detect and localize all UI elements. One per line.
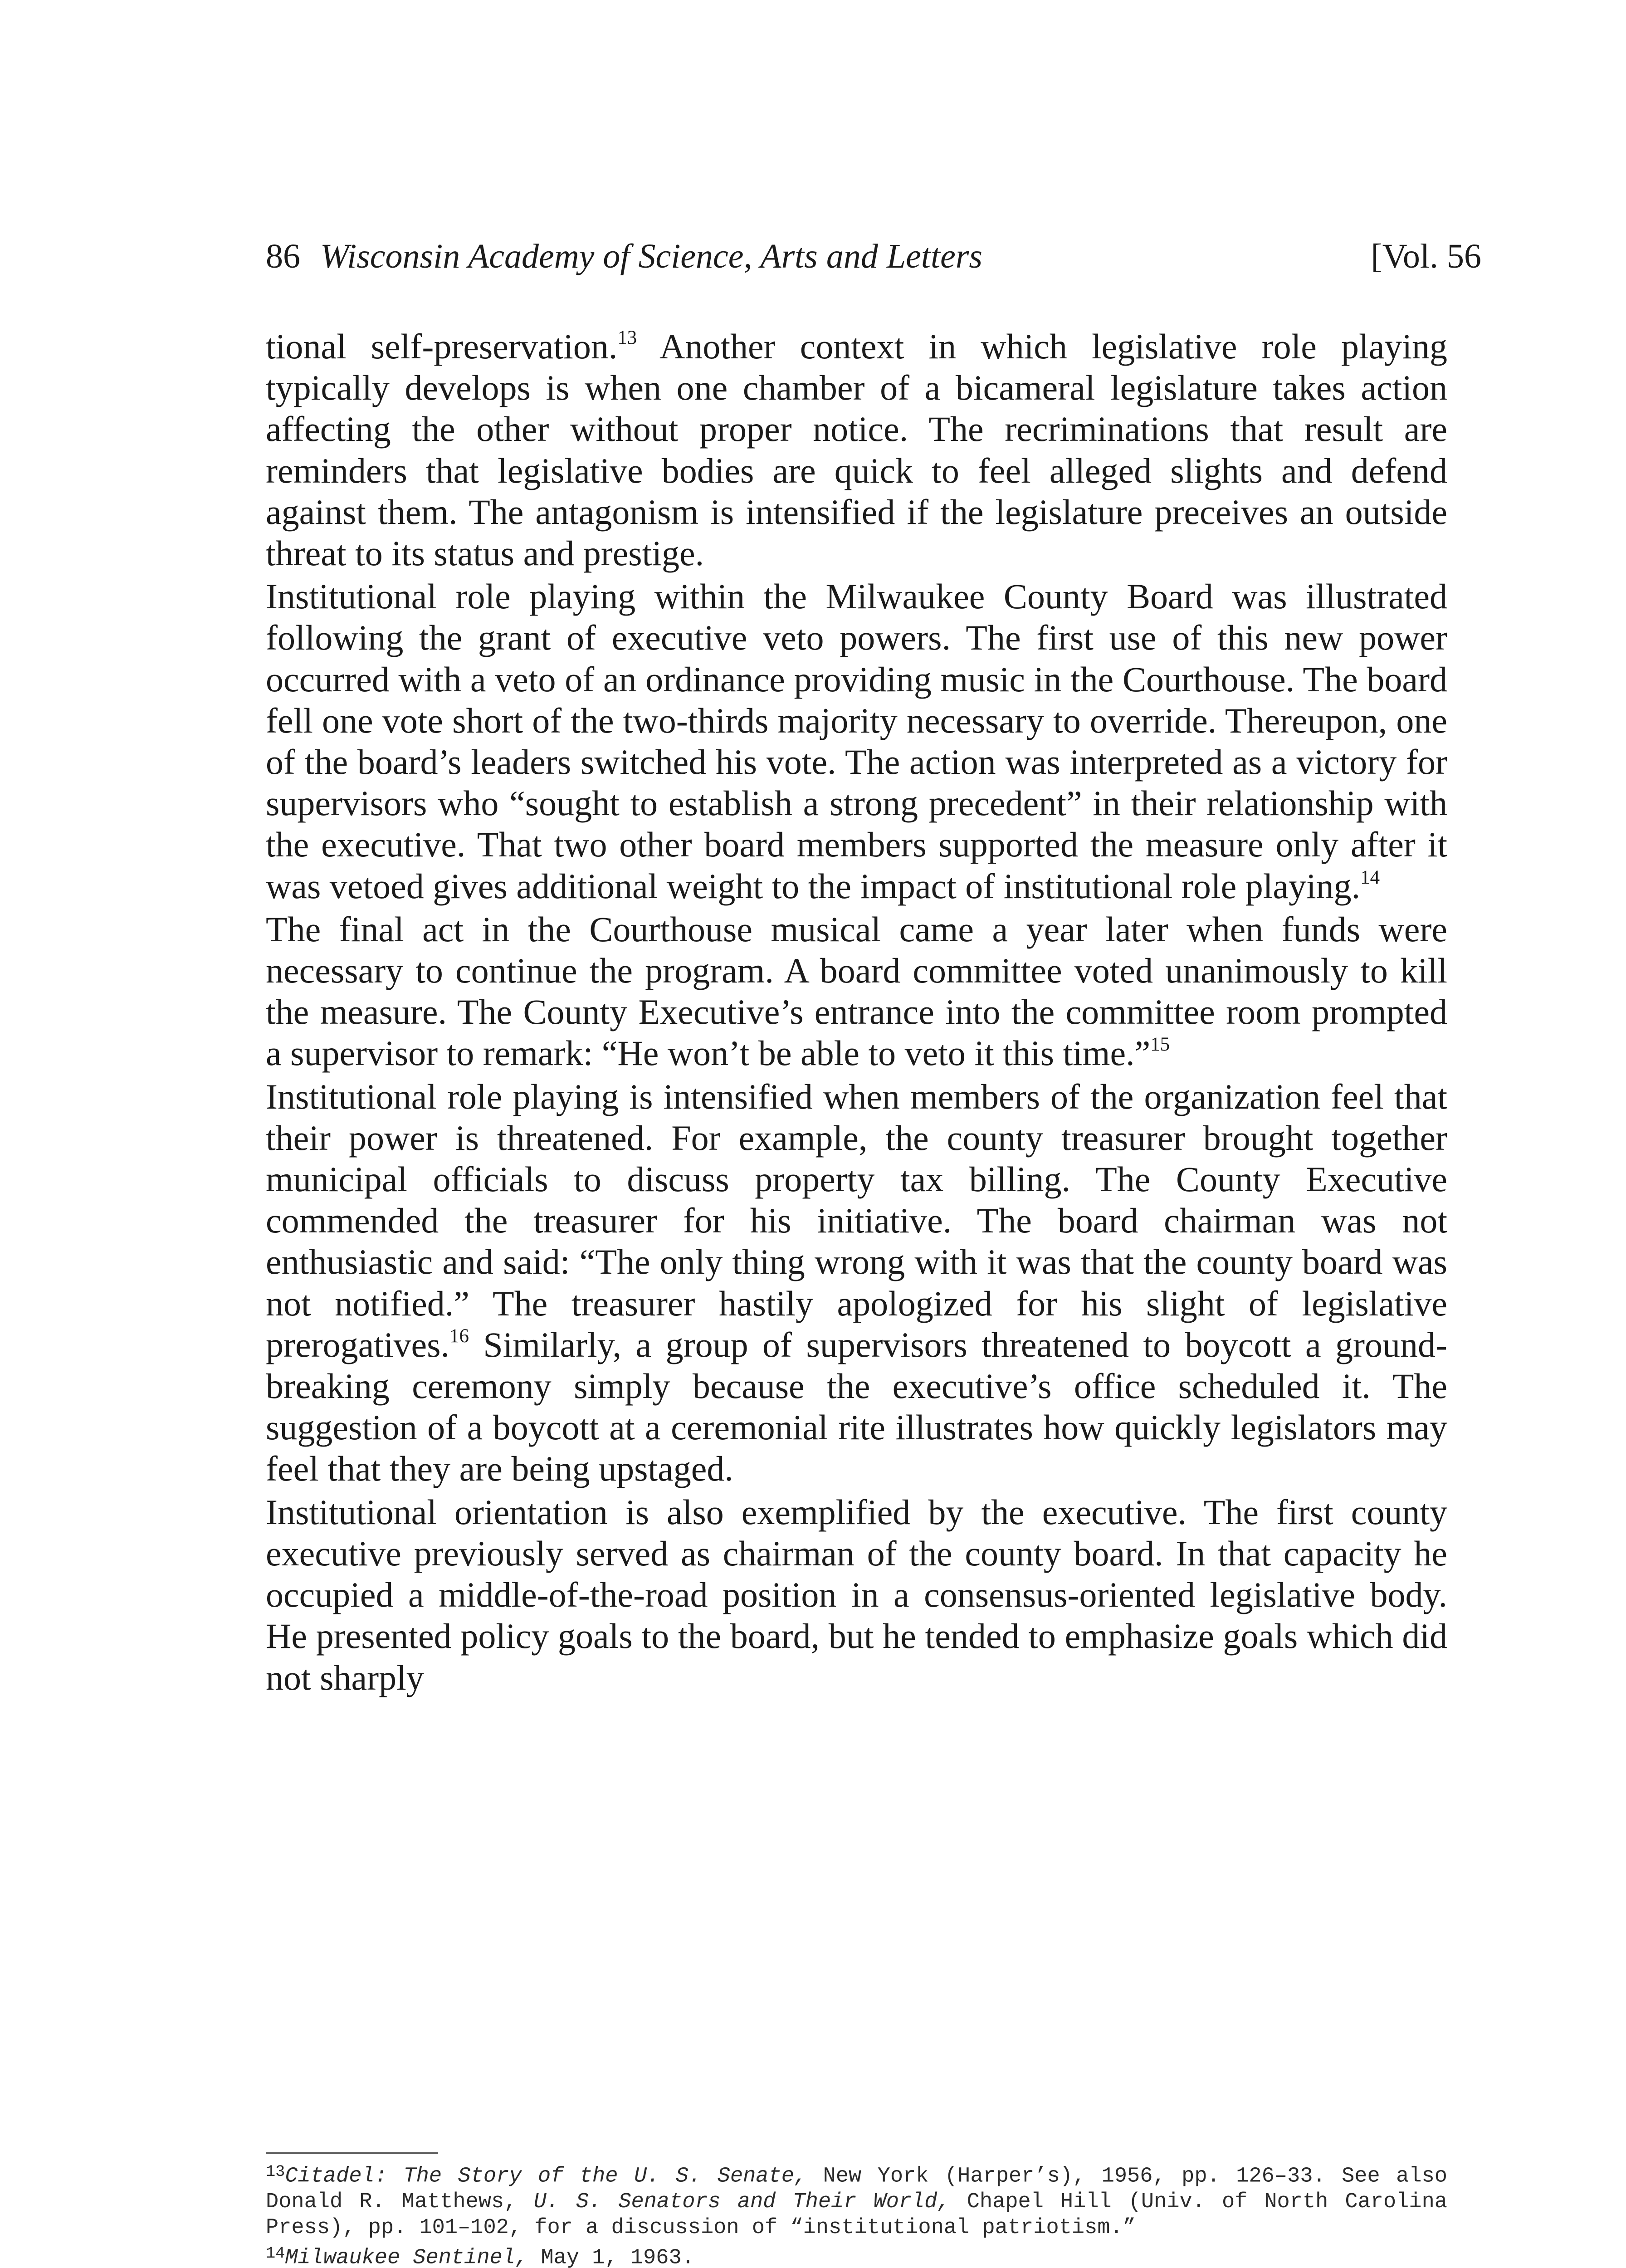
paragraph-text: Similarly, a group of supervisors threatened to boycott a ground-breaking ceremony simply because the executive’s office scheduled it. The suggestion of a boycott at a ceremonial rite illustrates how quickly legislators may feel that they are being upstaged. xyxy=(266,1325,1447,1489)
footnote-number: 13 xyxy=(266,2163,285,2181)
paragraph-text: Institutional role playing within the Milwaukee County Board was illustrated following the grant of executive veto powers. The first use of this new power occurred with a veto of an ordinance providing music in the Courthouse. The board fell one vote short of the two-thirds majority necessary to override. Thereupon, one of the board’s leaders switched his vote. The action was interpreted as a victory for supervisors who “sought to establish a strong precedent” in their relationship with the executive. That two other board members supported the measure only after it was vetoed gives additional weight to the impact of institutional role playing. xyxy=(266,577,1447,906)
footnotes xyxy=(266,2159,1447,2268)
paragraph-text: Another context in which legislative role playing typically develops is when one chamber of a bicameral legislature takes action affecting the other without proper notice. The recriminations that result are reminders that legislative bodies are quick to feel alleged slights and defend against them. The antagonism is intensified if the legislature preceives an outside threat to its status and prestige. xyxy=(266,327,1448,573)
footnote-title: Citadel: The Story of the U. S. Senate, xyxy=(285,2164,807,2189)
footnote-text: May 1, 1963. xyxy=(528,2246,694,2268)
paragraph xyxy=(266,909,1447,1074)
volume-label: [Vol. 56 xyxy=(1371,237,1481,275)
footnote-rule xyxy=(266,2152,438,2154)
footnote-ref: 15 xyxy=(1150,1034,1170,1056)
footnote-number: 14 xyxy=(266,2244,285,2263)
paragraph xyxy=(266,326,1447,574)
footnote-ref: 13 xyxy=(617,327,637,348)
paragraph-text: tional self-preservation. xyxy=(266,327,618,366)
running-header xyxy=(266,234,1481,279)
paragraph-text: Institutional orientation is also exemplified by the executive. The first county executive previously served as chairman of the county board. In that capacity he occupied a middle-of-the-road position in a consensus-oriented legislative body. He presented policy goals to the board, but he tended to emphasize goals which did not sharply xyxy=(266,1492,1447,1697)
paragraph xyxy=(266,1076,1447,1490)
footnote-ref: 16 xyxy=(449,1325,469,1347)
footnote-title: U. S. Senators and Their World, xyxy=(533,2190,950,2214)
journal-title: Wisconsin Academy of Science, Arts and Letters xyxy=(320,237,982,275)
paragraph-text: Institutional role playing is intensified when members of the organization feel that their power is threatened. For example, the county treasurer brought together municipal officials to discuss property tax billing. The County Executive commended the treasurer for his initiative. The board chairman was not enthusiastic and said: “The only thing wrong with it was that the county board was not notified.” The treasurer hastily apologized for his slight of legislative prerogatives. xyxy=(266,1076,1447,1364)
paragraph xyxy=(266,1491,1447,1698)
footnote-title: Milwaukee Sentinel, xyxy=(285,2246,528,2268)
footnote-ref: 14 xyxy=(1360,866,1380,888)
body-text xyxy=(266,326,1447,1698)
footnote xyxy=(266,2159,1447,2241)
paragraph-text: The final act in the Courthouse musical came a year later when funds were necessary to continue the program. A board committee voted unanimously to kill the measure. The County Executive’s entrance into the committee room prompted a supervisor to remark: “He won’t be able to veto it this time.” xyxy=(266,909,1447,1073)
footnote-text: Chapel Hill (Univ. of North Carolina Press), pp. 101–102, for a discussion of “institutional patriotism.” xyxy=(266,2190,1447,2240)
paragraph xyxy=(266,576,1447,907)
footnote-text: New York (Harper’s), 1956, pp. 126–33. See also Donald R. Matthews, xyxy=(266,2164,1447,2214)
footnote xyxy=(266,2241,1447,2268)
page-number: 86 xyxy=(266,237,300,275)
